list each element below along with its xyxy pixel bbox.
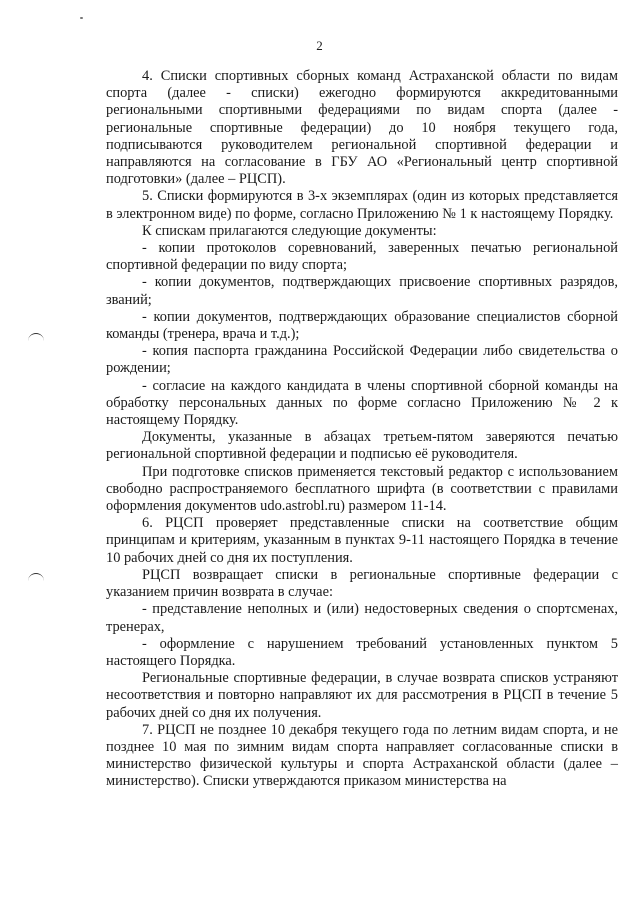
attachment-item: - копии протоколов соревнований, заверенных печатью региональной спортивной федерации по виду спорта;: [106, 240, 618, 274]
paragraph-7: 7. РЦСП не позднее 10 декабря текущего года по летним видам спорта, и не позднее 10 мая по зимним видам спорта направляет согласованные списки в министерство физической культуры и спорта Астраханской области (далее – министерство). Списки утверждаются приказом министерства на: [106, 721, 618, 790]
page-number: 2: [316, 38, 323, 53]
attachment-item: - копии документов, подтверждающих присвоение спортивных разрядов, званий;: [106, 274, 618, 308]
return-reason-item: - представление неполных и (или) недостоверных сведения о спортсменах, тренерах,: [106, 601, 618, 635]
document-body: [106, 68, 618, 791]
attachment-item: - копия паспорта гражданина Российской Федерации либо свидетельства о рождении;: [106, 343, 618, 377]
attachment-item: - копии документов, подтверждающих образование специалистов сборной команды (тренера, врача и т.д.);: [106, 308, 618, 343]
attachment-item: - согласие на каждого кандидата в члены спортивной сборной команды на обработку персональных данных по форме согласно Приложению № 2 к настоящему Порядку.: [106, 377, 618, 429]
formatting-paragraph: При подготовке списков применяется текстовый редактор с использованием свободно распространяемого бесплатного шрифта (в соответствии с правилами оформления документов udo.astrobl.ru) размером 11-14.: [106, 463, 618, 515]
hole-punch-mark-top: [28, 333, 44, 342]
hole-punch-mark-bottom: [28, 573, 44, 582]
paragraph-5: 5. Списки формируются в 3-х экземплярах (один из которых представляется в электронном виде) по форме, согласно Приложению № 1 к настоящему Порядку.: [106, 188, 618, 222]
return-reason-item: - оформление с нарушением требований установленных пунктом 5 настоящего Порядка.: [106, 635, 618, 669]
paragraph-4: 4. Списки спортивных сборных команд Астраханской области по видам спорта (далее - списки) ежегодно формируются аккредитованными региональными спортивными федерациями по видам спорта (далее - региональные спортивные федерации) до 10 ноября текущего года, подписываются руководителем региональной спортивной федерации и направляются на согласование в ГБУ АО «Региональный центр спортивной подготовки» (далее – РЦСП).: [106, 68, 618, 188]
paragraph-6: 6. РЦСП проверяет представленные списки на соответствие общим принципам и критериям, указанным в пунктах 9-11 настоящего Порядка в течение 10 рабочих дней со дня их поступления.: [106, 515, 618, 566]
attachments-intro: К спискам прилагаются следующие документы:: [142, 222, 437, 239]
return-paragraph: РЦСП возвращает списки в региональные спортивные федерации с указанием причин возврата в случае:: [106, 566, 618, 601]
resubmission-paragraph: Региональные спортивные федерации, в случае возврата списков устраняют несоответствия и повторно направляют их для рассмотрения в РЦСП в течение 5 рабочих дней со дня их получения.: [106, 670, 618, 721]
certification-paragraph: Документы, указанные в абзацах третьем-пятом заверяются печатью региональной спортивной федерации и подписью её руководителя.: [106, 429, 618, 463]
scan-speck: [80, 17, 83, 19]
